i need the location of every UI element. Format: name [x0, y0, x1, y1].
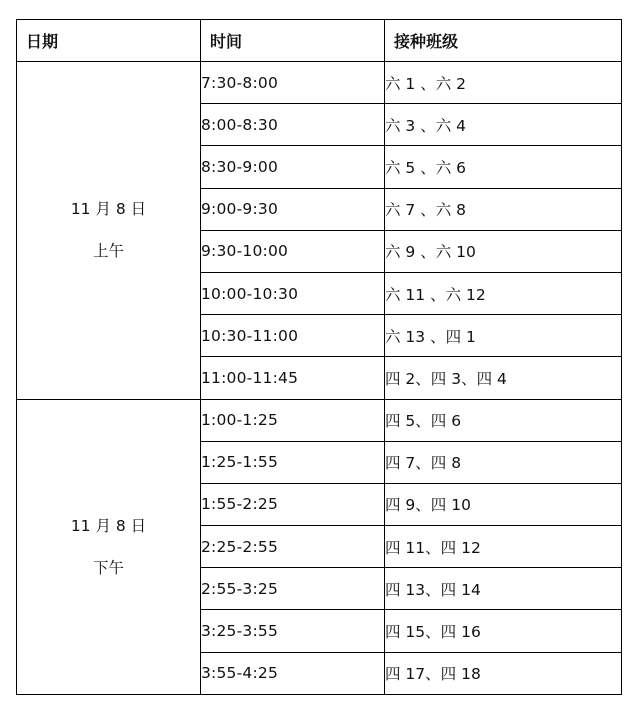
vaccination-schedule-table — [16, 19, 622, 695]
classes-cell: 六 7 、六 8 — [385, 188, 622, 230]
time-cell: 10:00-10:30 — [201, 272, 385, 314]
classes-cell: 四 9、四 10 — [385, 483, 622, 525]
time-cell: 9:00-9:30 — [201, 188, 385, 230]
time-cell: 3:55-4:25 — [201, 652, 385, 694]
classes-cell: 四 17、四 18 — [385, 652, 622, 694]
time-cell: 1:55-2:25 — [201, 483, 385, 525]
time-cell: 8:30-9:00 — [201, 146, 385, 188]
time-cell: 1:25-1:55 — [201, 441, 385, 483]
classes-cell: 四 15、四 16 — [385, 610, 622, 652]
classes-cell: 四 5、四 6 — [385, 399, 622, 441]
afternoon-period: 下午 — [92, 558, 124, 577]
time-cell: 2:55-3:25 — [201, 568, 385, 610]
classes-cell: 四 13、四 14 — [385, 568, 622, 610]
classes-cell: 六 1 、六 2 — [385, 62, 622, 104]
classes-cell: 四 2、四 3、四 4 — [385, 357, 622, 399]
time-cell: 8:00-8:30 — [201, 104, 385, 146]
classes-cell: 六 11 、六 12 — [385, 272, 622, 314]
morning-date-cell — [17, 62, 201, 400]
header-date: 日期 — [17, 20, 201, 62]
table-row — [17, 62, 622, 104]
time-cell: 3:25-3:55 — [201, 610, 385, 652]
morning-date: 11 月 8 日 — [70, 200, 147, 219]
classes-cell: 六 5 、六 6 — [385, 146, 622, 188]
table-row — [17, 399, 622, 441]
time-cell: 10:30-11:00 — [201, 315, 385, 357]
classes-cell: 四 11、四 12 — [385, 526, 622, 568]
header-classes: 接种班级 — [385, 20, 622, 62]
time-cell: 7:30-8:00 — [201, 62, 385, 104]
time-cell: 2:25-2:55 — [201, 526, 385, 568]
afternoon-date-cell — [17, 399, 201, 694]
classes-cell: 六 3 、六 4 — [385, 104, 622, 146]
table-header-row — [17, 20, 622, 62]
classes-cell: 六 13 、四 1 — [385, 315, 622, 357]
time-cell: 11:00-11:45 — [201, 357, 385, 399]
time-cell: 9:30-10:00 — [201, 230, 385, 272]
header-time: 时间 — [201, 20, 385, 62]
classes-cell: 四 7、四 8 — [385, 441, 622, 483]
afternoon-date: 11 月 8 日 — [70, 516, 147, 535]
time-cell: 1:00-1:25 — [201, 399, 385, 441]
classes-cell: 六 9 、六 10 — [385, 230, 622, 272]
morning-period: 上午 — [92, 242, 124, 261]
